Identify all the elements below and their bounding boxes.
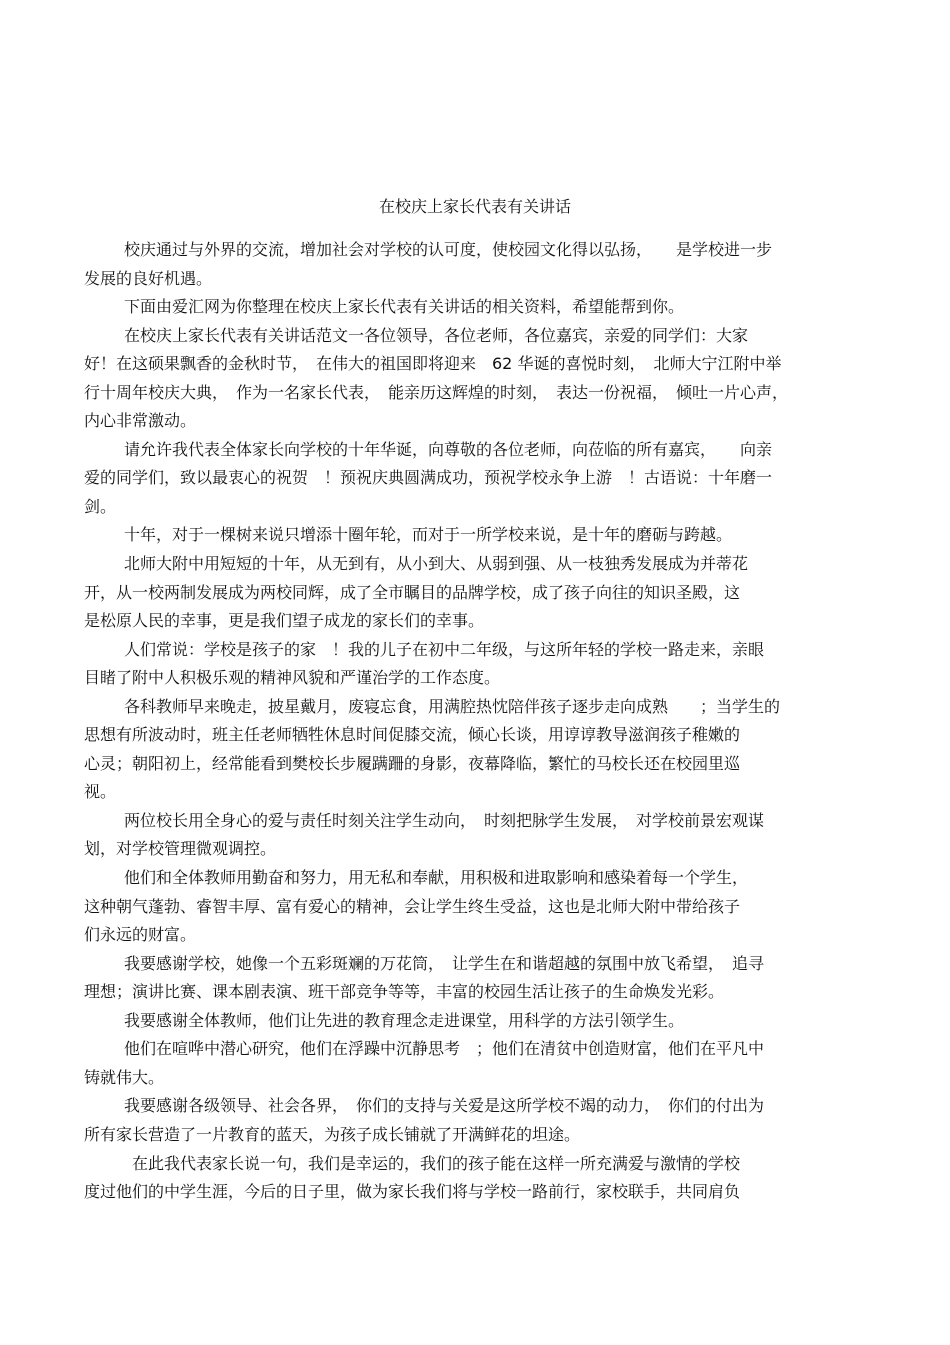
paragraph-8: [84, 693, 864, 807]
text-line: 我要感谢学校，她像一个五彩斑斓的万花筒， 让学生在和谐超越的氛围中放飞希望， 追寻: [124, 953, 765, 973]
text-line: 发展的良好机遇。: [84, 268, 213, 288]
text-line: 度过他们的中学生涯，今后的日子里，做为家长我们将与学校一路前行，家校联手，共同肩负: [84, 1182, 741, 1202]
text-line: 请允许我代表全体家长向学校的十年华诞，向尊敬的各位老师，向莅临的所有嘉宾， 向亲: [124, 439, 773, 459]
paragraph-3: [84, 322, 864, 436]
text-line: 好！在这硕果飘香的金秋时节， 在伟大的祖国即将迎来 62 华诞的喜悦时刻， 北师大宁江附中举: [84, 354, 782, 374]
text-line: 在校庆上家长代表有关讲话范文一各位领导，各位老师，各位嘉宾，亲爱的同学们：大家: [124, 325, 749, 345]
text-line: 划，对学校管理微观调控。: [84, 839, 277, 859]
text-line: 行十周年校庆大典， 作为一名家长代表， 能亲历这辉煌的时刻， 表达一份祝福， 倾吐一片心声，: [84, 382, 789, 402]
text-line: 心灵；朝阳初上，经常能看到樊校长步履蹒跚的身影，夜幕降临，繁忙的马校长还在校园里巡: [84, 753, 741, 773]
paragraph-7: [84, 636, 864, 693]
text-line: 所有家长营造了一片教育的蓝天，为孩子成长铺就了开满鲜花的坦途。: [84, 1124, 581, 1144]
text-line: 开，从一校两制发展成为两校同辉，成了全市瞩目的品牌学校，成了孩子向往的知识圣殿，这: [84, 582, 741, 602]
text-line: 我要感谢各级领导、社会各界， 你们的支持与关爱是这所学校不竭的动力， 你们的付出为: [124, 1096, 765, 1116]
text-line: 铸就伟大。: [84, 1067, 165, 1087]
paragraph-5: [84, 521, 864, 550]
text-line: 他们和全体教师用勤奋和努力，用无私和奉献，用积极和进取影响和感染着每一个学生，: [124, 868, 749, 888]
text-line: 内心非常激动。: [84, 411, 197, 431]
paragraph-15: [84, 1150, 864, 1207]
text-line: 校庆通过与外界的交流，增加社会对学校的认可度，使校园文化得以弘扬， 是学校进一步: [124, 240, 773, 259]
text-line: 这种朝气蓬勃、睿智丰厚、富有爱心的精神，会让学生终生受益，这也是北师大附中带给孩子: [84, 896, 741, 916]
text-line: 我要感谢全体教师，他们让先进的教育理念走进课堂，用科学的方法引领学生。: [124, 1010, 685, 1030]
document-body: [84, 236, 864, 1207]
paragraph-13: [84, 1035, 864, 1092]
text-line: 下面由爱汇网为你整理在校庆上家长代表有关讲话的相关资料，希望能帮到你。: [124, 297, 685, 317]
text-line: 他们在喧哗中潜心研究，他们在浮躁中沉静思考 ；他们在清贫中创造财富，他们在平凡中: [124, 1039, 765, 1059]
text-line: 理想；演讲比赛、课本剧表演、班干部竞争等等，丰富的校园生活让孩子的生命焕发光彩。: [84, 982, 725, 1002]
text-line: 十年，对于一棵树来说只增添十圈年轮，而对于一所学校来说，是十年的磨砺与跨越。: [124, 525, 733, 545]
paragraph-11: [84, 950, 864, 1007]
text-line: 爱的同学们，致以最衷心的祝贺 ！预祝庆典圆满成功，预祝学校永争上游 ！古语说：十年磨一: [84, 468, 773, 488]
paragraph-4: [84, 436, 864, 522]
paragraph-1: [84, 236, 864, 293]
text-line: 各科教师早来晚走，披星戴月，废寝忘食，用满腔热忱陪伴孩子逐步走向成熟 ；当学生的: [124, 696, 781, 716]
text-line: 剑。: [84, 496, 117, 516]
text-line: 两位校长用全身心的爱与责任时刻关注学生动向， 时刻把脉学生发展， 对学校前景宏观谋: [124, 810, 765, 830]
text-line: 北师大附中用短短的十年，从无到有，从小到大、从弱到强、从一枝独秀发展成为并蒂花: [124, 554, 749, 574]
text-line: 目睹了附中人积极乐观的精神风貌和严谨治学的工作态度。: [84, 668, 501, 688]
paragraph-14: [84, 1092, 864, 1149]
text-line: 人们常说：学校是孩子的家 ！我的儿子在初中二年级，与这所年轻的学校一路走来，亲眼: [124, 639, 765, 659]
text-line: 思想有所波动时，班主任老师牺牲休息时间促膝交流，倾心长谈，用谆谆教导滋润孩子稚嫩的: [84, 725, 741, 745]
text-line: 们永远的财富。: [84, 925, 197, 945]
paragraph-10: [84, 864, 864, 950]
text-line: 在此我代表家长说一句，我们是幸运的，我们的孩子能在这样一所充满爱与激情的学校: [132, 1153, 741, 1173]
page-title: 在校庆上家长代表有关讲话: [378, 197, 571, 216]
text-line: 视。: [84, 782, 117, 802]
text-line: 是松原人民的幸事，更是我们望子成龙的家长们的幸事。: [84, 611, 485, 631]
paragraph-2: [84, 293, 864, 322]
paragraph-12: [84, 1007, 864, 1036]
paragraph-9: [84, 807, 864, 864]
paragraph-6: [84, 550, 864, 636]
